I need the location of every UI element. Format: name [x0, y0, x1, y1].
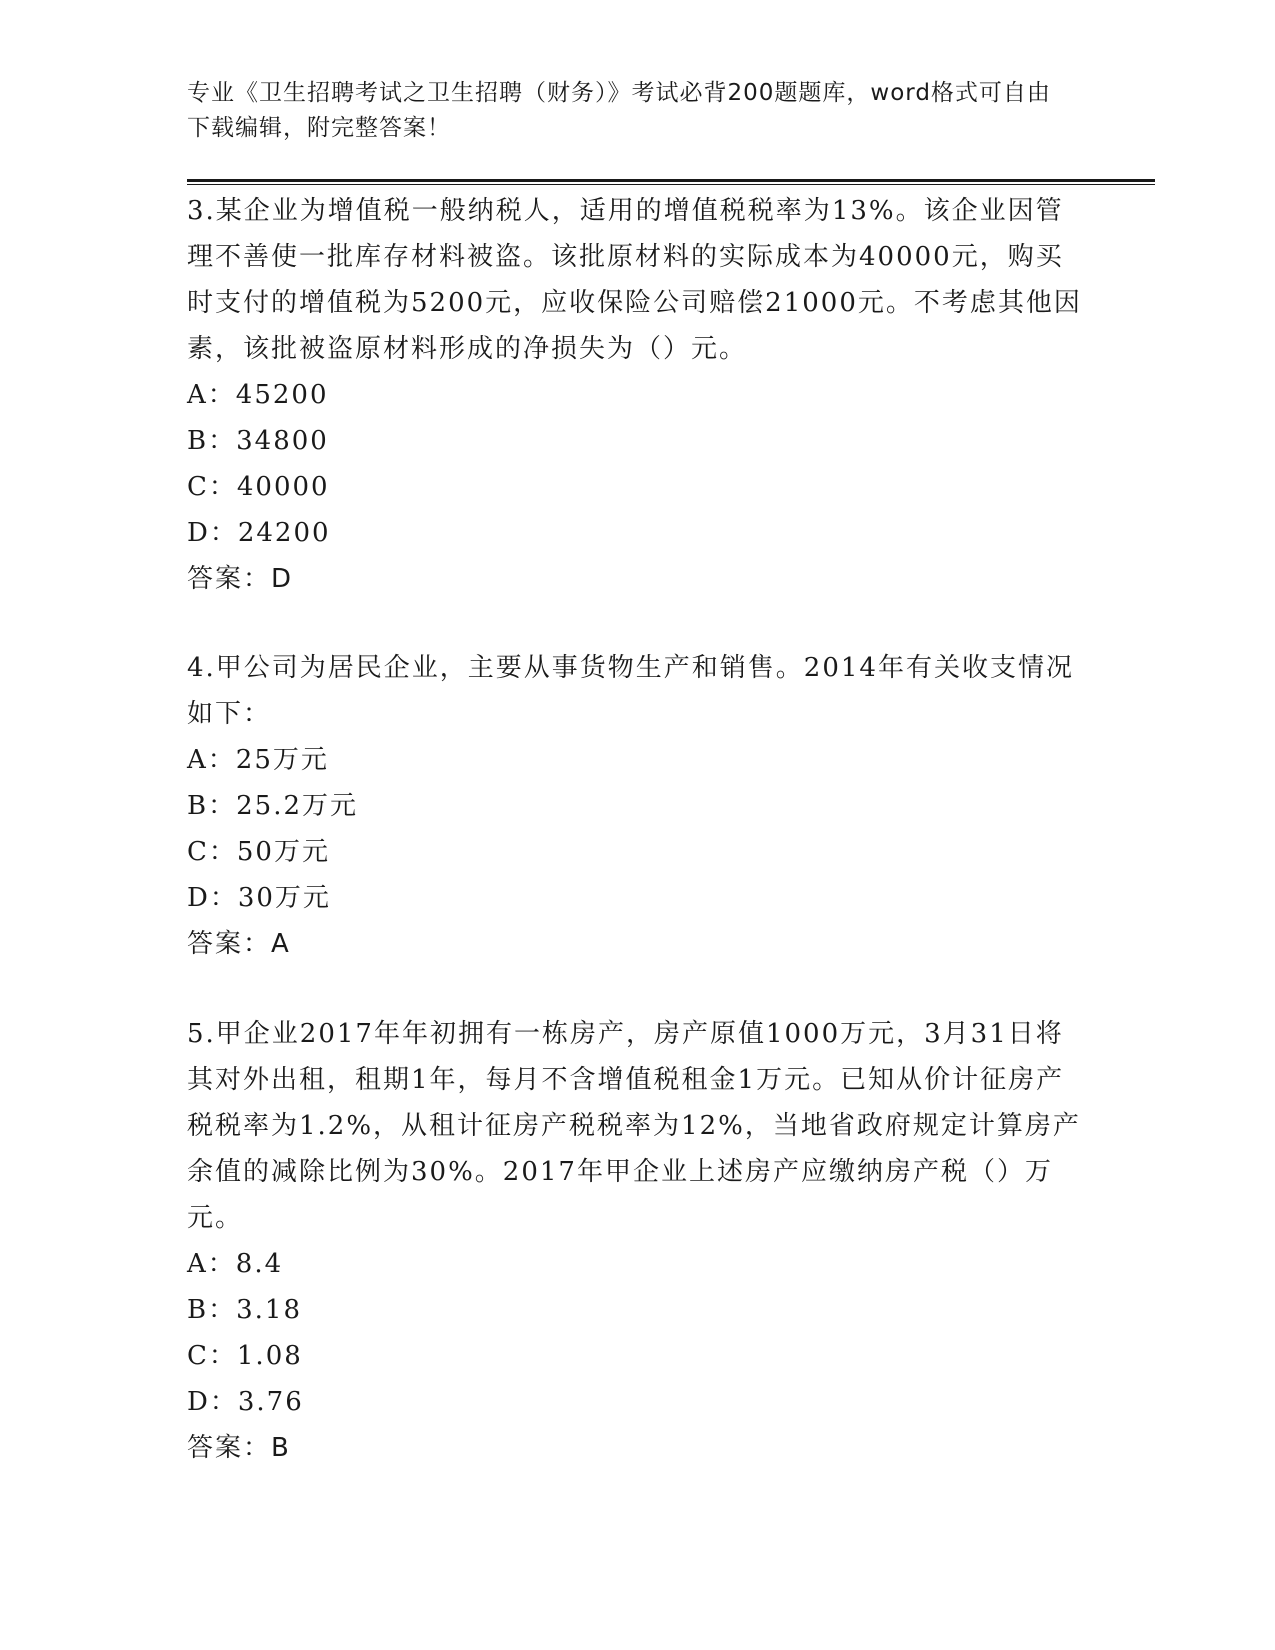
option-c: C：1.08 [187, 1341, 303, 1371]
option-d: D：24200 [187, 518, 331, 548]
question-4 [187, 645, 1087, 967]
question-5 [187, 1011, 1087, 1471]
document-header: 专业《卫生招聘考试之卫生招聘（财务）》考试必背200题题库，word格式可自由下载编辑，附完整答案！ [187, 80, 1051, 141]
option-a: A：8.4 [187, 1249, 284, 1279]
question-stem: 3.某企业为增值税一般纳税人，适用的增值税税率为13%。该企业因管理不善使一批库存材料被盗。该批原材料的实际成本为40000元，购买时支付的增值税为5200元，应收保险公司赔偿21000元。不考虑其他因素，该批被盗原材料形成的净损失为（）元。 [187, 196, 1082, 364]
answer-line: 答案：D [187, 564, 294, 594]
answer-line: 答案：A [187, 929, 291, 959]
option-list [187, 372, 1087, 556]
option-d: D：3.76 [187, 1387, 304, 1417]
header-divider-thick [187, 179, 1155, 182]
option-b: B：3.18 [187, 1295, 302, 1325]
header-divider-thin [187, 184, 1155, 185]
option-a: A：25万元 [187, 745, 329, 775]
option-c: C：40000 [187, 472, 330, 502]
option-c: C：50万元 [187, 837, 330, 867]
option-d: D：30万元 [187, 883, 331, 913]
option-list [187, 1241, 1087, 1425]
question-stem: 5.甲企业2017年年初拥有一栋房产，房产原值1000万元，3月31日将其对外出租，租期1年，每月不含增值税租金1万元。已知从价计征房产税税率为1.2%，从租计征房产税税率为12%，当地省政府规定计算房产余值的减除比例为30%。2017年甲企业上述房产应缴纳房产税（）万元。 [187, 1019, 1081, 1233]
option-a: A：45200 [187, 380, 329, 410]
question-3 [187, 188, 1087, 602]
option-list [187, 737, 1087, 921]
option-b: B：34800 [187, 426, 329, 456]
question-stem: 4.甲公司为居民企业，主要从事货物生产和销售。2014年有关收支情况如下： [187, 653, 1074, 729]
option-b: B：25.2万元 [187, 791, 358, 821]
answer-line: 答案：B [187, 1433, 291, 1463]
